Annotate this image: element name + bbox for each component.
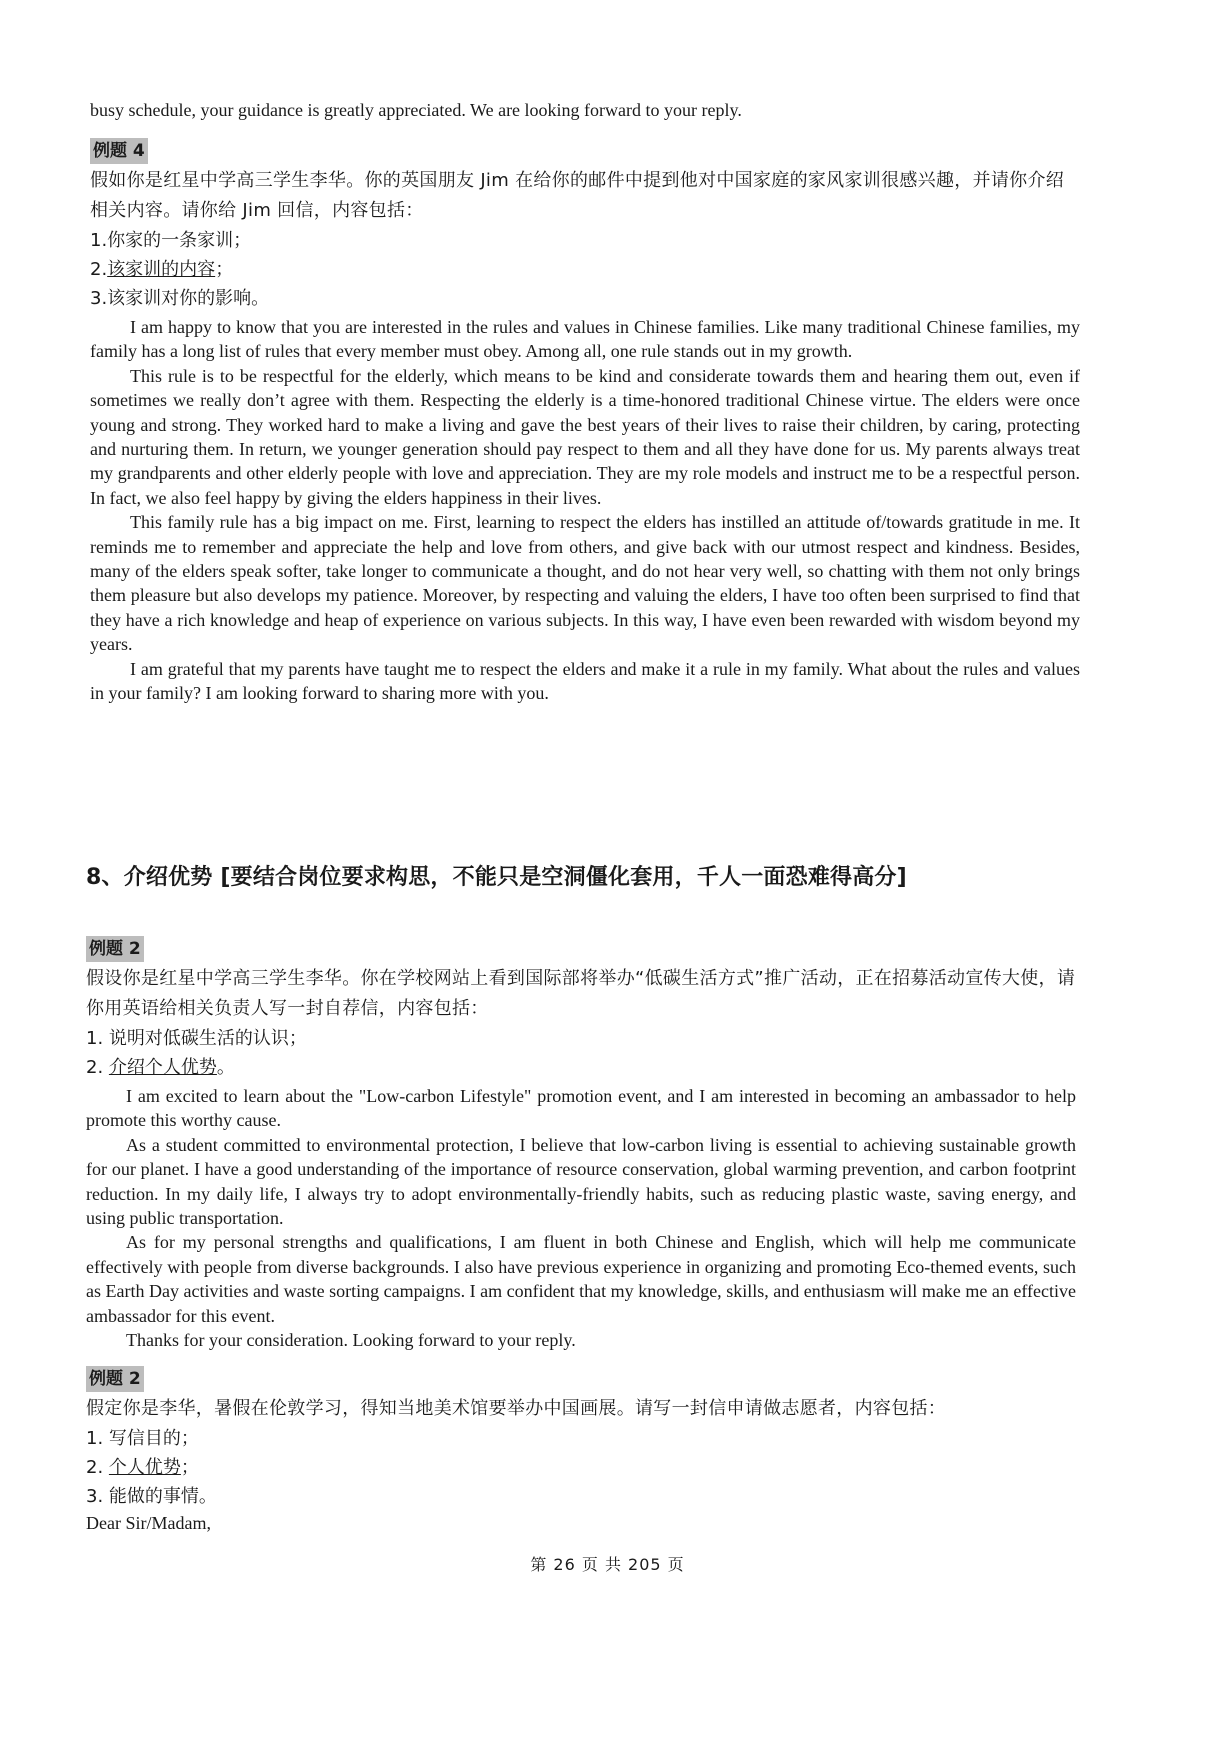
example-prompt: 假如你是红星中学高三学生李华。你的英国朋友 Jim 在给你的邮件中提到他对中国家庭的家风家训很感兴趣，并请你介绍相关内容。请你给 Jim 回信，内容包括： <box>90 170 1065 221</box>
page-number: 第 26 页 共 205 页 <box>530 1555 685 1574</box>
requirement-item: 2. 个人优势； <box>86 1457 199 1478</box>
letter-salutation: Dear Sir/Madam, <box>86 1513 211 1533</box>
underlined-text: 个人优势 <box>108 1457 181 1478</box>
example-tag: 例题 4 <box>90 138 148 164</box>
underlined-text: 介绍个人优势 <box>108 1057 217 1078</box>
example-tag: 例题 2 <box>86 936 144 962</box>
example-2-volunteer <box>86 1366 1076 1535</box>
essay-paragraph: As a student committed to environmental protection, I believe that low-carbon living is essential to achieving sustainable growth for our planet. I have a good understanding of the importance of resource conservation, global warming prevention, and carbon footprint reduction. In my daily life, I always try to adopt environmentally-friendly habits, such as reducing plastic waste, saving energy, and using public transportation. <box>86 1134 1076 1229</box>
requirement-list <box>86 1024 1076 1082</box>
requirement-item: 2. 介绍个人优势。 <box>86 1057 235 1078</box>
essay-paragraph: As for my personal strengths and qualifications, I am fluent in both Chinese and English, which will help me communicate effectively with people from diverse backgrounds. I also have previous experience in organizing and promoting Eco-themed events, such as Earth Day activities and waste sorting campaigns. I am confident that my knowledge, skills, and enthusiasm will make me an effective ambassador for this event. <box>86 1232 1076 1326</box>
model-essay <box>90 315 1080 706</box>
requirement-item: 1. 写信目的； <box>86 1428 199 1449</box>
underlined-text: 该家训的内容 <box>107 259 216 280</box>
essay-paragraph: Thanks for your consideration. Looking forward to your reply. <box>126 1330 576 1351</box>
requirement-item: 2.该家训的内容； <box>90 259 234 280</box>
essay-paragraph: This rule is to be respectful for the elderly, which means to be kind and considerate towards them and hearing them out, even if sometimes we really don’t agree with them. Respecting the elderly is a time-honored traditional Chinese virtue. The elders were once young and strong. They worked hard to make a living and gave the best years of their lives to raise their children, by caring, protecting and nurturing them. In return, we younger generation should pay respect to them and all they have done for us. My parents always treat my grandparents and other elderly people with love and appreciation. They are my role models and instruct me to be a respectful person. In fact, we also feel happy by giving the elders happiness in their lives. <box>90 365 1080 508</box>
continued-text-line: busy schedule, your guidance is greatly appreciated. We are looking forward to your reply. <box>90 100 742 120</box>
example-prompt: 假设你是红星中学高三学生李华。你在学校网站上看到国际部将举办“低碳生活方式”推广活动，正在招募活动宣传大使，请你用英语给相关负责人写一封自荐信，内容包括： <box>86 968 1076 1019</box>
essay-paragraph: This family rule has a big impact on me. First, learning to respect the elders has instilled an attitude of/towards gratitude in me. It reminds me to remember and appreciate the help and love from others, and give back with our utmost respect and kindness. Besides, many of the elders speak softer, take longer to communicate a thought, and do not hear very well, so chatting with them not only brings them pleasure but also develops my patience. Moreover, by respecting and valuing the elders, I have too often been surprised to find that they have a rich knowledge and heap of experience on various subjects. In this way, I have even been rewarded with wisdom beyond my years. <box>90 512 1080 655</box>
example-2-low-carbon <box>86 936 1076 1352</box>
section-heading: 8、介绍优势 [要结合岗位要求构思，不能只是空洞僵化套用，千人一面恐难得高分] <box>86 865 907 890</box>
example-prompt: 假定你是李华，暑假在伦敦学习，得知当地美术馆要举办中国画展。请写一封信申请做志愿者，内容包括： <box>86 1398 947 1419</box>
example-tag: 例题 2 <box>86 1366 144 1392</box>
essay-paragraph: I am excited to learn about the "Low-carbon Lifestyle" promotion event, and I am interested in becoming an ambassador to help promote this worthy cause. <box>86 1086 1076 1131</box>
model-essay <box>86 1084 1076 1352</box>
essay-paragraph: I am happy to know that you are interested in the rules and values in Chinese families. Like many traditional Chinese families, my family has a long list of rules that every member must obey. Among all, one rule stands out in my growth. <box>90 317 1080 362</box>
requirement-item: 1. 说明对低碳生活的认识； <box>86 1028 307 1049</box>
requirement-item: 1.你家的一条家训； <box>90 230 252 251</box>
requirement-list <box>86 1424 1076 1511</box>
requirement-item: 3.该家训对你的影响。 <box>90 288 270 309</box>
essay-paragraph: I am grateful that my parents have taught me to respect the elders and make it a rule in my family. What about the rules and values in your family? I am looking forward to sharing more with you. <box>90 658 1080 704</box>
requirement-list <box>90 226 1080 313</box>
example-4 <box>90 138 1080 706</box>
requirement-item: 3. 能做的事情。 <box>86 1486 217 1507</box>
